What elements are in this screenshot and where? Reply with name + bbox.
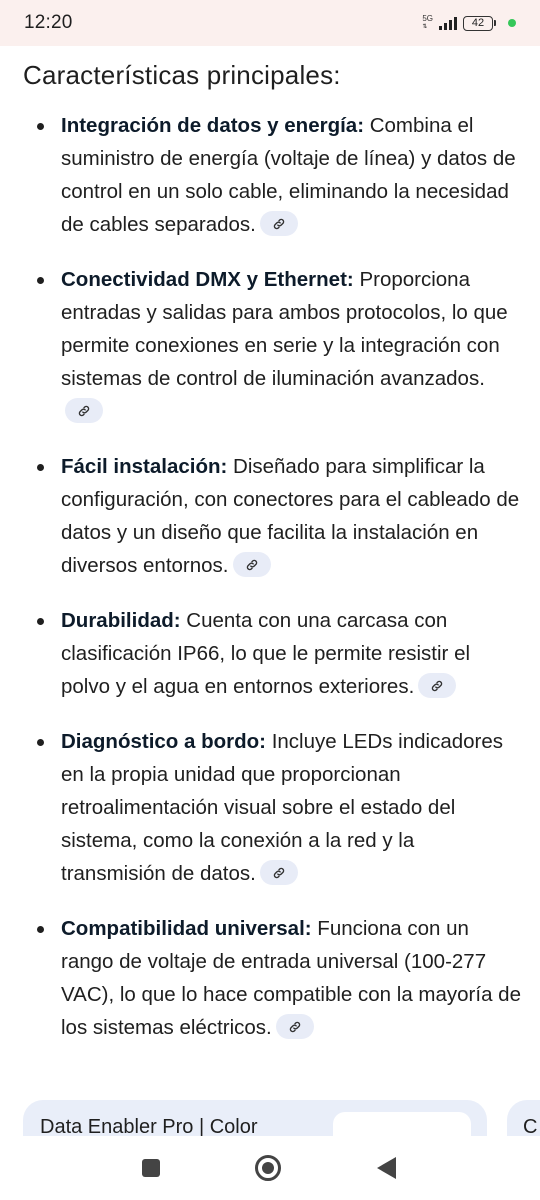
source-link-button[interactable] <box>260 211 298 236</box>
product-card[interactable] <box>23 1100 487 1136</box>
list-item-text <box>61 263 523 428</box>
source-link-button[interactable] <box>65 398 103 423</box>
section-heading: Características principales: <box>23 60 341 90</box>
link-icon <box>272 866 286 880</box>
source-link-button[interactable] <box>260 860 298 885</box>
battery-level: 42 <box>463 16 493 31</box>
square-icon <box>142 1159 160 1177</box>
bullet-dot <box>37 464 44 471</box>
source-link-button[interactable] <box>276 1014 314 1039</box>
list-item-text <box>61 604 523 703</box>
bullet-dot <box>37 277 44 284</box>
back-button[interactable] <box>372 1154 400 1182</box>
chat-response-content <box>0 46 540 1136</box>
list-item-text <box>61 912 523 1044</box>
recents-button[interactable] <box>137 1154 165 1182</box>
link-icon <box>272 217 286 231</box>
list-item-title: Diagnóstico a bordo: <box>61 730 266 753</box>
status-bar <box>0 0 540 46</box>
bullet-dot <box>37 123 44 130</box>
status-icons <box>422 15 516 31</box>
link-icon <box>430 679 444 693</box>
list-item-body: Incluye LEDs indicadores en la propia unidad que proporcionan retroalimentación visual sobre el estado del sistema, como la conexión a la red y la transmisión de datos. <box>61 730 504 885</box>
list-item-body: Funciona con un rango de voltaje de entrada universal (100-277 VAC), lo que lo hace compatible con la mayoría de los sistemas eléctricos. <box>61 917 521 1039</box>
list-item-text <box>61 450 523 582</box>
bullet-dot <box>37 739 44 746</box>
list-item-text <box>61 109 523 241</box>
list-item-title: Compatibilidad universal: <box>61 917 312 940</box>
list-item-title: Fácil instalación: <box>61 455 228 478</box>
link-icon <box>77 404 91 418</box>
list-item-body: Combina el suministro de energía (voltaje de línea) y datos de control en un solo cable, eliminando la necesidad de cables separados. <box>61 114 516 236</box>
system-navigation-bar <box>0 1136 540 1200</box>
source-link-button[interactable] <box>233 552 271 577</box>
bullet-dot <box>37 618 44 625</box>
product-card-title: Data Enabler Pro | Color <box>40 1116 258 1136</box>
list-item-title: Conectividad DMX y Ethernet: <box>61 268 354 291</box>
list-item-body: Diseñado para simplificar la configuración, con conectores para el cableado de datos y un diseño que facilita la instalación en diversos entornos. <box>61 455 520 577</box>
product-card-title: C <box>523 1116 538 1136</box>
battery-icon <box>463 16 496 31</box>
back-triangle-icon <box>377 1157 396 1179</box>
list-item-text <box>61 725 523 890</box>
home-button[interactable] <box>254 1154 282 1182</box>
privacy-indicator-dot <box>508 19 516 27</box>
product-card-carousel <box>0 1100 540 1136</box>
list-item-title: Durabilidad: <box>61 609 181 632</box>
network-type-icon: 5G ⇅ <box>422 14 433 30</box>
list-item-body: Cuenta con una carcasa con clasificación IP66, lo que le permite resistir el polvo y el agua en entornos exteriores. <box>61 609 471 698</box>
home-circle-icon <box>255 1155 281 1181</box>
source-link-button[interactable] <box>418 673 456 698</box>
bullet-dot <box>37 926 44 933</box>
link-icon <box>288 1020 302 1034</box>
list-item-body: Proporciona entradas y salidas para ambos protocolos, lo que permite conexiones en serie y la integración con sistemas de control de iluminación avanzados. <box>61 268 508 390</box>
product-card-image <box>333 1112 471 1136</box>
network-type-label: 5G <box>422 14 433 23</box>
product-card[interactable] <box>507 1100 540 1136</box>
link-icon <box>245 558 259 572</box>
signal-strength-icon <box>439 16 457 30</box>
list-item-title: Integración de datos y energía: <box>61 114 365 137</box>
status-time: 12:20 <box>24 12 73 33</box>
